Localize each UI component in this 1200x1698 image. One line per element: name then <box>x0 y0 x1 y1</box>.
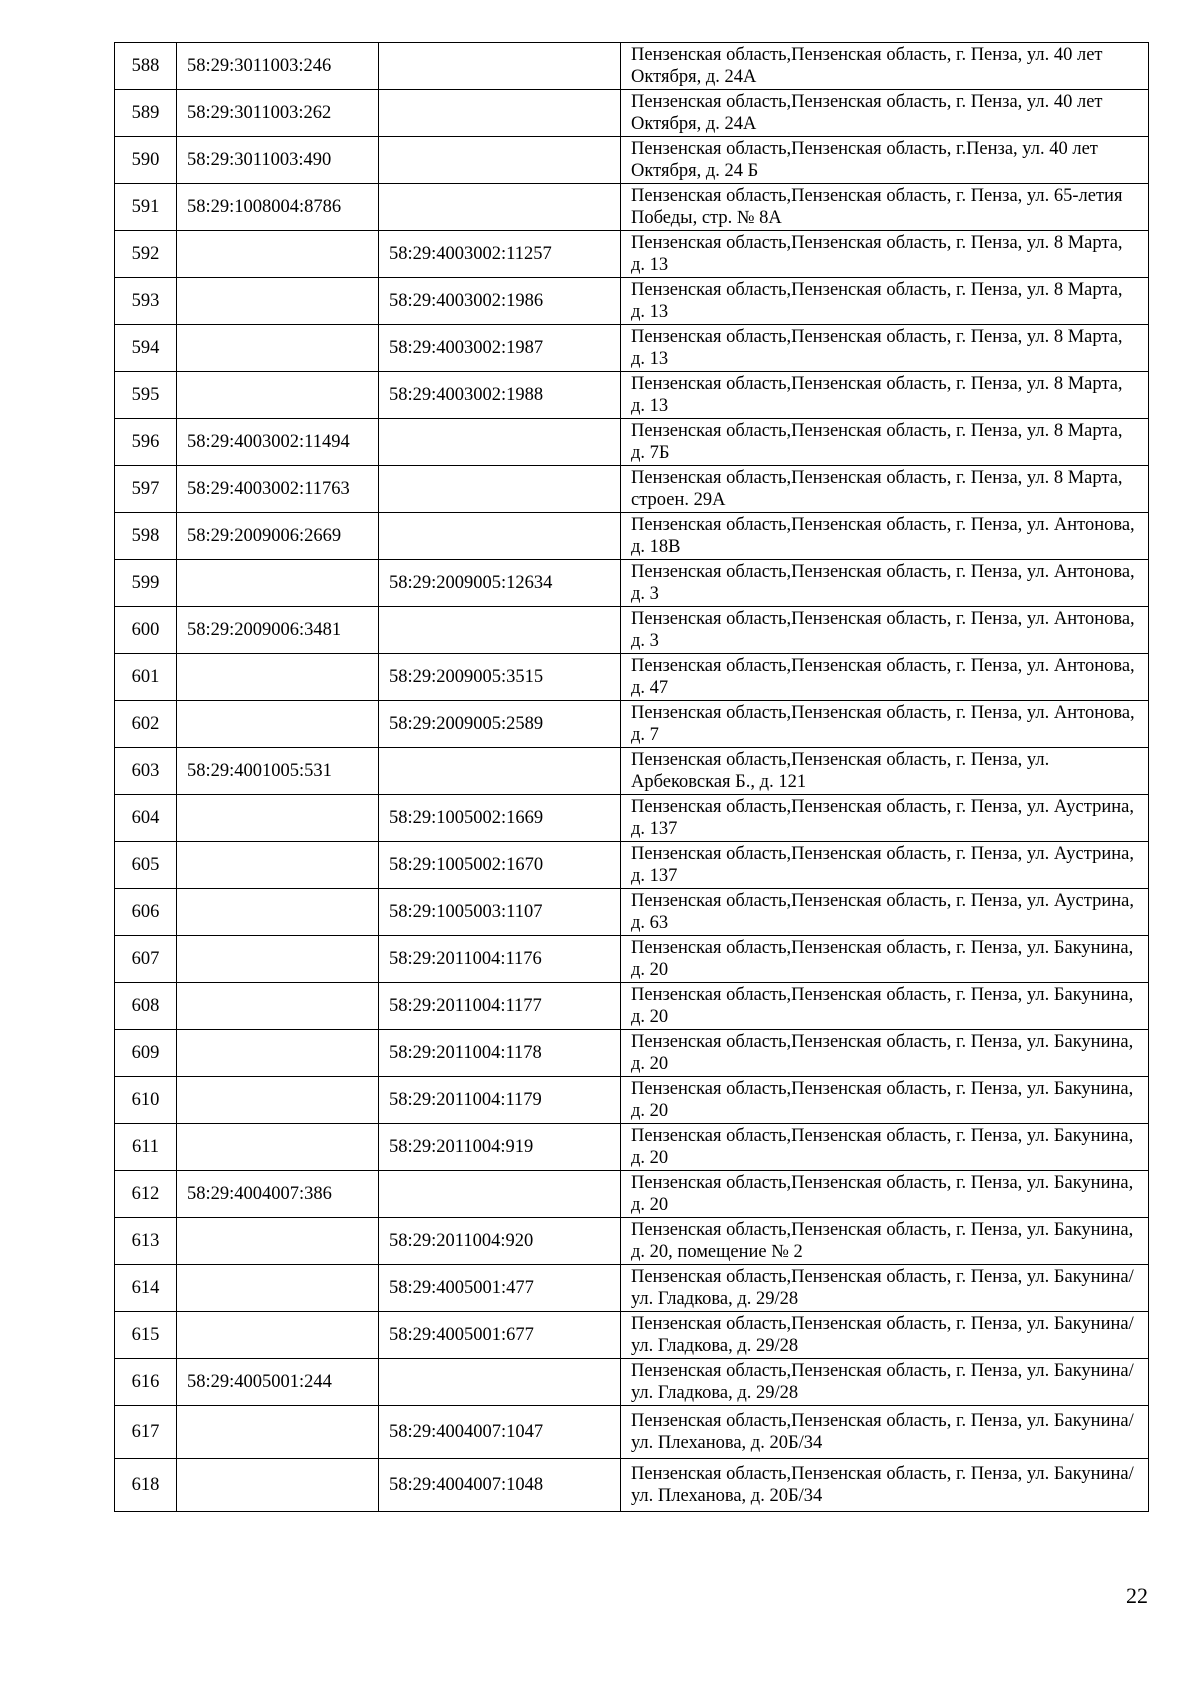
cadastral-number-a-cell <box>177 1218 379 1265</box>
cadastral-number-a-cell: 58:29:2009006:2669 <box>177 513 379 560</box>
row-number-cell: 599 <box>115 560 177 607</box>
table-row <box>115 795 1149 842</box>
cadastral-number-b-cell: 58:29:4003002:11257 <box>379 231 621 278</box>
cadastral-number-b-cell <box>379 748 621 795</box>
address-cell: Пензенская область,Пензенская область, г. Пенза, ул. Бакунина/ул. Гладкова, д. 29/28 <box>621 1312 1149 1359</box>
row-number-cell: 607 <box>115 936 177 983</box>
cadastral-number-b-cell <box>379 90 621 137</box>
cadastral-number-b-cell: 58:29:4003002:1988 <box>379 372 621 419</box>
table-row <box>115 983 1149 1030</box>
row-number-cell: 612 <box>115 1171 177 1218</box>
address-cell: Пензенская область,Пензенская область, г. Пенза, ул. 65-летия Победы, стр. № 8А <box>621 184 1149 231</box>
row-number-cell: 617 <box>115 1406 177 1459</box>
row-number-cell: 615 <box>115 1312 177 1359</box>
table-row <box>115 1265 1149 1312</box>
address-cell: Пензенская область,Пензенская область, г. Пенза, ул. Аустрина, д. 63 <box>621 889 1149 936</box>
row-number-cell: 591 <box>115 184 177 231</box>
table-row <box>115 278 1149 325</box>
cadastral-number-b-cell: 58:29:4004007:1048 <box>379 1459 621 1512</box>
cadastral-number-a-cell <box>177 701 379 748</box>
cadastral-number-a-cell <box>177 795 379 842</box>
address-cell: Пензенская область,Пензенская область, г. Пенза, ул. Аустрина, д. 137 <box>621 842 1149 889</box>
address-cell: Пензенская область,Пензенская область, г. Пенза, ул. Бакунина, д. 20 <box>621 1171 1149 1218</box>
row-number-cell: 610 <box>115 1077 177 1124</box>
address-cell: Пензенская область,Пензенская область, г. Пенза, ул. Бакунина, д. 20 <box>621 936 1149 983</box>
cadastral-number-b-cell: 58:29:4005001:477 <box>379 1265 621 1312</box>
table-row <box>115 90 1149 137</box>
cadastral-number-a-cell <box>177 1406 379 1459</box>
row-number-cell: 592 <box>115 231 177 278</box>
address-cell: Пензенская область,Пензенская область, г. Пенза, ул. Бакунина/ул. Плеханова, д. 20Б/34 <box>621 1459 1149 1512</box>
address-cell: Пензенская область,Пензенская область, г. Пенза, ул. Бакунина/ул. Плеханова, д. 20Б/34 <box>621 1406 1149 1459</box>
row-number-cell: 604 <box>115 795 177 842</box>
cadastral-number-b-cell: 58:29:4005001:677 <box>379 1312 621 1359</box>
row-number-cell: 593 <box>115 278 177 325</box>
address-cell: Пензенская область,Пензенская область, г. Пенза, ул. Антонова, д. 3 <box>621 607 1149 654</box>
table-row <box>115 607 1149 654</box>
address-cell: Пензенская область,Пензенская область, г. Пенза, ул. 40 лет Октября, д. 24А <box>621 90 1149 137</box>
address-cell: Пензенская область,Пензенская область, г. Пенза, ул. 8 Марта, д. 13 <box>621 372 1149 419</box>
cadastral-number-a-cell: 58:29:3011003:262 <box>177 90 379 137</box>
table-row <box>115 184 1149 231</box>
cadastral-number-b-cell: 58:29:2011004:1176 <box>379 936 621 983</box>
table-row <box>115 231 1149 278</box>
cadastral-number-a-cell <box>177 372 379 419</box>
table-row <box>115 889 1149 936</box>
address-cell: Пензенская область,Пензенская область, г. Пенза, ул. 8 Марта, строен. 29А <box>621 466 1149 513</box>
address-cell: Пензенская область,Пензенская область, г. Пенза, ул. 8 Марта, д. 13 <box>621 325 1149 372</box>
row-number-cell: 588 <box>115 43 177 90</box>
address-cell: Пензенская область,Пензенская область, г. Пенза, ул. Антонова, д. 3 <box>621 560 1149 607</box>
table-row <box>115 137 1149 184</box>
row-number-cell: 600 <box>115 607 177 654</box>
cadastral-number-b-cell: 58:29:2011004:1177 <box>379 983 621 1030</box>
cadastral-number-a-cell <box>177 560 379 607</box>
cadastral-number-b-cell: 58:29:2009005:2589 <box>379 701 621 748</box>
row-number-cell: 613 <box>115 1218 177 1265</box>
cadastral-number-b-cell <box>379 43 621 90</box>
cadastral-number-b-cell <box>379 607 621 654</box>
property-table <box>114 42 1149 1512</box>
cadastral-number-a-cell <box>177 1459 379 1512</box>
cadastral-number-b-cell: 58:29:2011004:1178 <box>379 1030 621 1077</box>
cadastral-number-b-cell: 58:29:4004007:1047 <box>379 1406 621 1459</box>
cadastral-number-b-cell <box>379 137 621 184</box>
table-row <box>115 43 1149 90</box>
address-cell: Пензенская область,Пензенская область, г. Пенза, ул. Бакунина, д. 20 <box>621 1077 1149 1124</box>
cadastral-number-b-cell <box>379 184 621 231</box>
cadastral-number-a-cell <box>177 1077 379 1124</box>
row-number-cell: 601 <box>115 654 177 701</box>
cadastral-number-a-cell <box>177 936 379 983</box>
table-row <box>115 701 1149 748</box>
row-number-cell: 594 <box>115 325 177 372</box>
cadastral-number-a-cell: 58:29:4003002:11494 <box>177 419 379 466</box>
table-row <box>115 936 1149 983</box>
cadastral-number-a-cell <box>177 1265 379 1312</box>
cadastral-number-b-cell: 58:29:2011004:919 <box>379 1124 621 1171</box>
cadastral-number-b-cell: 58:29:1005002:1670 <box>379 842 621 889</box>
address-cell: Пензенская область,Пензенская область, г. Пенза, ул. Бакунина, д. 20 <box>621 1030 1149 1077</box>
table-row <box>115 1030 1149 1077</box>
row-number-cell: 606 <box>115 889 177 936</box>
cadastral-number-b-cell <box>379 1359 621 1406</box>
cadastral-number-a-cell <box>177 325 379 372</box>
address-cell: Пензенская область,Пензенская область, г. Пенза, ул. 8 Марта, д. 13 <box>621 231 1149 278</box>
cadastral-number-b-cell <box>379 419 621 466</box>
address-cell: Пензенская область,Пензенская область, г. Пенза, ул. Антонова, д. 7 <box>621 701 1149 748</box>
table-row <box>115 1459 1149 1512</box>
cadastral-number-a-cell <box>177 278 379 325</box>
row-number-cell: 595 <box>115 372 177 419</box>
row-number-cell: 605 <box>115 842 177 889</box>
address-cell: Пензенская область,Пензенская область, г. Пенза, ул. Арбековская Б., д. 121 <box>621 748 1149 795</box>
row-number-cell: 611 <box>115 1124 177 1171</box>
table-row <box>115 372 1149 419</box>
table-row <box>115 654 1149 701</box>
cadastral-number-a-cell: 58:29:4001005:531 <box>177 748 379 795</box>
cadastral-number-b-cell <box>379 466 621 513</box>
row-number-cell: 614 <box>115 1265 177 1312</box>
cadastral-number-b-cell <box>379 513 621 560</box>
address-cell: Пензенская область,Пензенская область, г. Пенза, ул. 8 Марта, д. 7Б <box>621 419 1149 466</box>
cadastral-number-b-cell: 58:29:1005002:1669 <box>379 795 621 842</box>
cadastral-number-a-cell <box>177 1312 379 1359</box>
cadastral-number-b-cell <box>379 1171 621 1218</box>
table-row <box>115 560 1149 607</box>
cadastral-number-a-cell: 58:29:3011003:490 <box>177 137 379 184</box>
cadastral-number-b-cell: 58:29:2009005:12634 <box>379 560 621 607</box>
row-number-cell: 597 <box>115 466 177 513</box>
row-number-cell: 589 <box>115 90 177 137</box>
cadastral-number-a-cell <box>177 1124 379 1171</box>
address-cell: Пензенская область,Пензенская область, г. Пенза, ул. Антонова, д. 47 <box>621 654 1149 701</box>
address-cell: Пензенская область,Пензенская область, г.Пенза, ул. 40 лет Октября, д. 24 Б <box>621 137 1149 184</box>
cadastral-number-b-cell: 58:29:2011004:920 <box>379 1218 621 1265</box>
table-row <box>115 1171 1149 1218</box>
row-number-cell: 596 <box>115 419 177 466</box>
cadastral-number-a-cell <box>177 889 379 936</box>
cadastral-number-a-cell <box>177 231 379 278</box>
address-cell: Пензенская область,Пензенская область, г. Пенза, ул. Аустрина, д. 137 <box>621 795 1149 842</box>
row-number-cell: 618 <box>115 1459 177 1512</box>
cadastral-number-b-cell: 58:29:2011004:1179 <box>379 1077 621 1124</box>
row-number-cell: 590 <box>115 137 177 184</box>
cadastral-number-b-cell: 58:29:2009005:3515 <box>379 654 621 701</box>
table-row <box>115 1312 1149 1359</box>
row-number-cell: 598 <box>115 513 177 560</box>
page-number: 22 <box>1126 1583 1148 1608</box>
address-cell: Пензенская область,Пензенская область, г. Пенза, ул. Бакунина/ул. Гладкова, д. 29/28 <box>621 1265 1149 1312</box>
cadastral-number-a-cell: 58:29:1008004:8786 <box>177 184 379 231</box>
table-row <box>115 466 1149 513</box>
cadastral-number-b-cell: 58:29:4003002:1987 <box>379 325 621 372</box>
address-cell: Пензенская область,Пензенская область, г. Пенза, ул. Бакунина/ул. Гладкова, д. 29/28 <box>621 1359 1149 1406</box>
address-cell: Пензенская область,Пензенская область, г. Пенза, ул. 8 Марта, д. 13 <box>621 278 1149 325</box>
cadastral-number-a-cell <box>177 842 379 889</box>
row-number-cell: 609 <box>115 1030 177 1077</box>
cadastral-number-a-cell: 58:29:2009006:3481 <box>177 607 379 654</box>
table-body <box>115 43 1149 1512</box>
cadastral-number-a-cell <box>177 983 379 1030</box>
table-row <box>115 1124 1149 1171</box>
table-row <box>115 513 1149 560</box>
row-number-cell: 616 <box>115 1359 177 1406</box>
table-row <box>115 1218 1149 1265</box>
table-row <box>115 419 1149 466</box>
cadastral-number-a-cell: 58:29:4005001:244 <box>177 1359 379 1406</box>
row-number-cell: 602 <box>115 701 177 748</box>
row-number-cell: 608 <box>115 983 177 1030</box>
address-cell: Пензенская область,Пензенская область, г. Пенза, ул. Бакунина, д. 20 <box>621 1124 1149 1171</box>
table-row <box>115 842 1149 889</box>
address-cell: Пензенская область,Пензенская область, г. Пенза, ул. 40 лет Октября, д. 24А <box>621 43 1149 90</box>
table-row <box>115 748 1149 795</box>
table-row <box>115 1406 1149 1459</box>
table-row <box>115 1077 1149 1124</box>
cadastral-number-a-cell <box>177 654 379 701</box>
cadastral-number-a-cell: 58:29:4004007:386 <box>177 1171 379 1218</box>
cadastral-number-a-cell: 58:29:3011003:246 <box>177 43 379 90</box>
address-cell: Пензенская область,Пензенская область, г. Пенза, ул. Бакунина, д. 20 <box>621 983 1149 1030</box>
cadastral-number-a-cell <box>177 1030 379 1077</box>
address-cell: Пензенская область,Пензенская область, г. Пенза, ул. Бакунина, д. 20, помещение № 2 <box>621 1218 1149 1265</box>
cadastral-number-b-cell: 58:29:1005003:1107 <box>379 889 621 936</box>
row-number-cell: 603 <box>115 748 177 795</box>
cadastral-number-b-cell: 58:29:4003002:1986 <box>379 278 621 325</box>
cadastral-number-a-cell: 58:29:4003002:11763 <box>177 466 379 513</box>
address-cell: Пензенская область,Пензенская область, г. Пенза, ул. Антонова, д. 18В <box>621 513 1149 560</box>
table-row <box>115 325 1149 372</box>
table-row <box>115 1359 1149 1406</box>
